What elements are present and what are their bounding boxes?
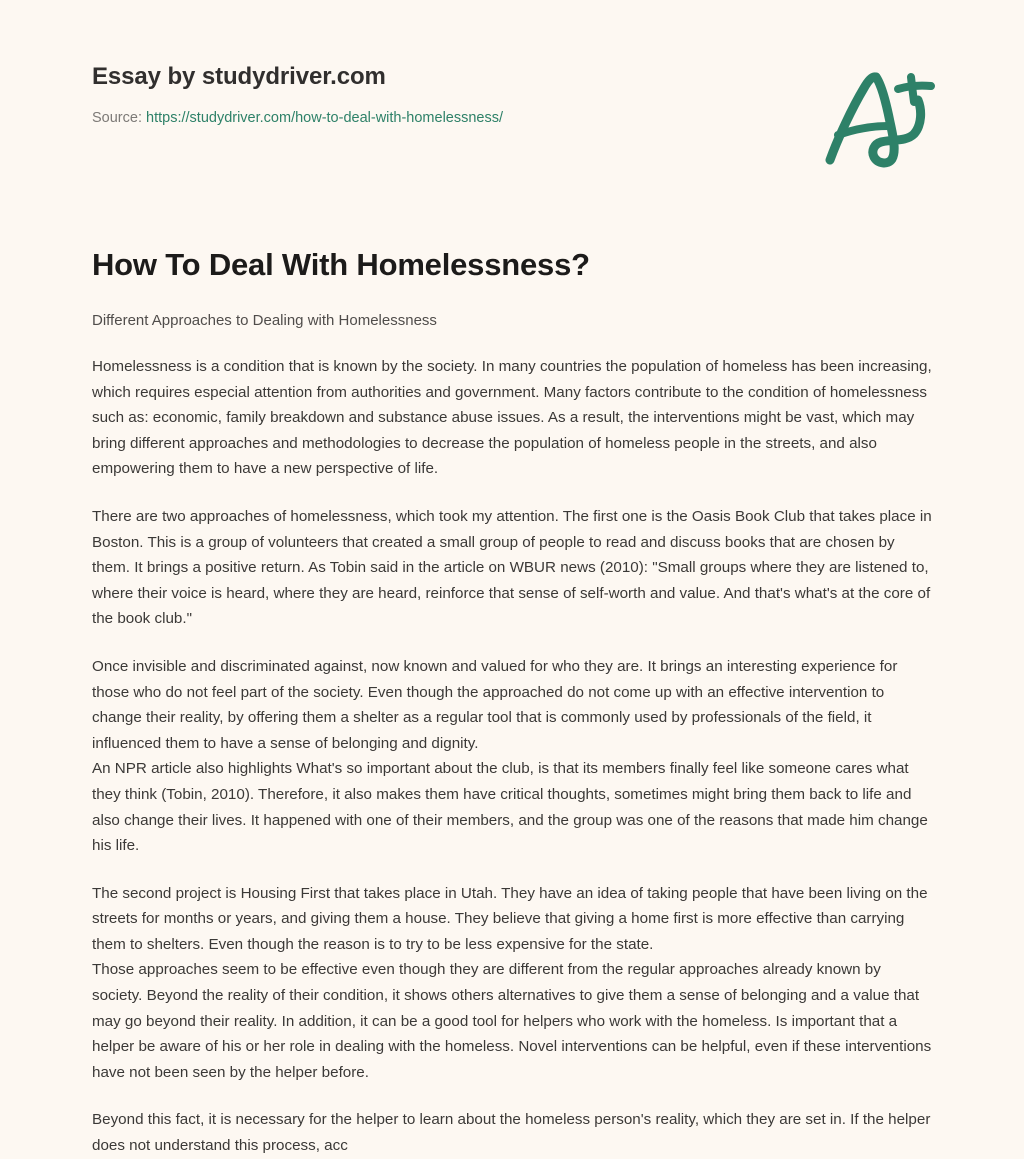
paragraph: There are two approaches of homelessness, which took my attention. The first one is the Oasis Book Club that takes place in Boston. This is a group of volunteers that created a small group of people to read and discuss books that are chosen by them. It brings a positive return. As Tobin said in the article on WBUR news (2010): "Small groups where they are listened to, where their voice is heard, where they are heard, reinforce that sense of self-worth and value. And that's what's at the core of the book club." [92,507,932,628]
header-text-block [92,62,792,128]
document-header [0,0,1024,185]
paragraph: The second project is Housing First that takes place in Utah. They have an idea of taking people that have been living on the streets for months or years, and giving them a house. They believe that giving a home first is more effective than carrying them to shelters. Even though the reason is to try to be less expensive for the state. [92,884,928,953]
studydriver-logo[interactable] [818,64,946,168]
source-url-link[interactable]: https://studydriver.com/how-to-deal-with-homelessness/ [146,110,504,126]
paragraph: Once invisible and discriminated against, now known and valued for who they are. It brings an interesting experience for those who do not feel part of the society. Even though the approached do not come up with an effective intervention to change their reality, by offering them a shelter as a regular tool that is commonly used by professionals of the field, it influenced them to have a sense of belonging and dignity. [92,657,898,752]
paragraph-truncated: Beyond this fact, it is necessary for the helper to learn about the homeless person's reality, which they are set in. If the helper does not understand this process, acc [92,1111,931,1155]
article-subtitle: Different Approaches to Dealing with Homelessness [92,312,437,329]
article-body [92,246,932,1159]
article-paragraphs [92,332,932,1159]
paragraph: Homelessness is a condition that is known by the society. In many countries the population of homeless has been increasing, which requires especial attention from authorities and government. Many factors contribute to the condition of homelessness such as: economic, family breakdown and substance abuse issues. As a result, the interventions might be vast, which may bring different approaches and methodologies to decrease the population of homeless people in the streets, and also empowering them to have a new perspective of life. [92,358,932,478]
essay-byline: Essay by studydriver.com [92,63,386,90]
page-title: How To Deal With Homelessness? [92,247,590,282]
paragraph: Those approaches seem to be effective even though they are different from the regular approaches already known by society. Beyond the reality of their condition, it shows others alternatives to give them a sense of belonging and a value that may go beyond their reality. In addition, it can be a good tool for helpers who work with the homeless. Is important that a helper be aware of his or her role in dealing with the homeless. Novel interventions can be helpful, even if these interventions have not been seen by the helper before. [92,961,932,1081]
source-label: Source: [92,110,142,126]
source-line [92,92,792,128]
a-plus-logo-icon [818,64,946,168]
paragraph: An NPR article also highlights What's so important about the club, is that its members finally feel like someone cares what they think (Tobin, 2010). Therefore, it also makes them have critical thoughts, sometimes might bring them back to life and also change their lives. It happened with one of their members, and the group was one of the reasons that made him change his life. [92,760,928,855]
